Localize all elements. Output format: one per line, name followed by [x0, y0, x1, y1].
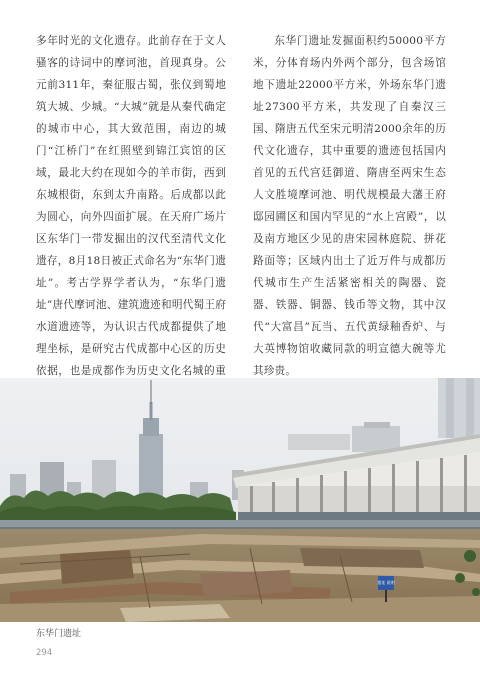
- right-column-paragraph-1: 东华门遗址发掘面积约50000平方米，分体育场内外两个部分，包含场馆地下遗址22000平方米，外场东华门遗址27300平方米，共发现了自秦汉三国、隋唐五代至宋元明清2000余年的历代文化遗存，其中重要的遗迹包括国内首见的五代宫廷御道、隋唐至两宋生态人文胜境摩诃池、明代规模最大藩王府邸园圃区和国内罕见的“水上宫殿”，以及南方地区少见的唐宋园林庭院、拼花路面等；区域内出土了近万件与成都历代城市生产生活紧密相关的陶器、瓷器、铁器、铜器、钱币等文物，其中汉代“大富昌”瓦当、五代黄绿釉香炉、与大英博物馆收藏同款的明宣德大碗等尤其珍贵。: [253, 35, 446, 377]
- photo-caption: 东华门遗址: [36, 629, 82, 639]
- site-fence: [0, 520, 480, 528]
- site-sign-text: 遗址 说明: [377, 580, 395, 585]
- article-left-column: [36, 30, 226, 404]
- excavation-ground: [0, 529, 480, 622]
- site-photo: [0, 378, 480, 622]
- left-column-text: 多年时光的文化遗存。此前存在于文人骚客的诗词中的摩诃池，首现真身。公元前311年，秦征服古蜀，张仪到蜀地筑大城、少城。“大城”就是从秦代确定的城市中心，其大致范围，南边的城门“江桥门”在红照壁到锦江宾馆的区域，最北大约在现如今的羊市街，西到东城根街，东到太升南路。后成都以此为圆心，向外四面扩展。在天府广场片区东华门一带发掘出的汉代至清代文化遗存，8月18日被正式命名为“东华门遗址”。考古学界学者认为，“东华门遗址”唐代摩诃池、建筑遗迹和明代蜀王府水道遗迹等，为认识古代成都提供了地理坐标，是研究古代成都中心区的历史依据，也是成都作为历史文化名城的重: [36, 35, 226, 377]
- article-right-column: [253, 30, 446, 436]
- page-number: 294: [36, 648, 53, 658]
